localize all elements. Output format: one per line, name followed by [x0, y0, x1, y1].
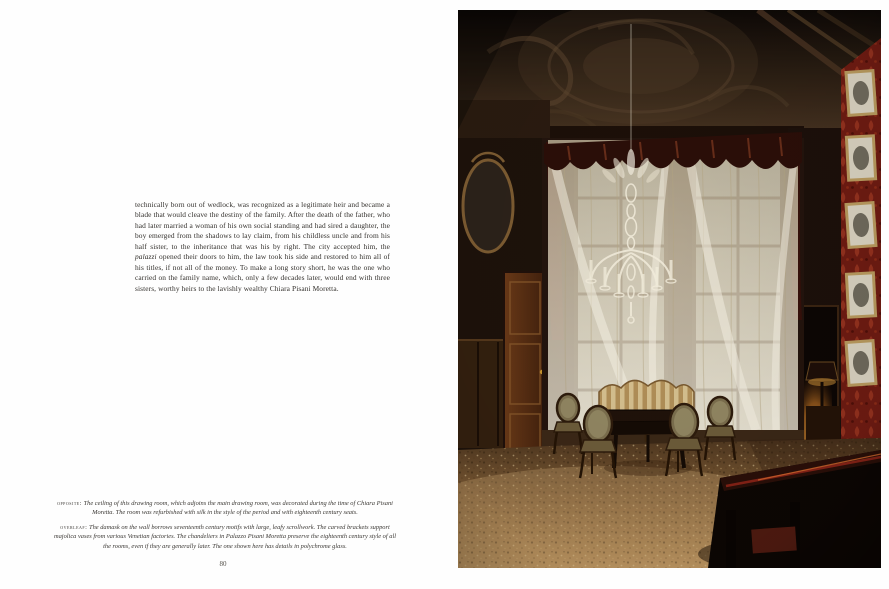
caption-overleaf-text: The damask on the wall borrows seventeenth century motifs with large, leafy scrollwork. The carved brackets support majolica vases from various Venetian factories. The chandeliers in Palazzo Pisani Moretta preserve the eighteenth century style of all the rooms, even if they are generally later. The one shown here has details in polychrome glass. [53, 523, 396, 550]
body-paragraph: technically born out of wedlock, was recognized as a legitimate heir and became a blade that would cleave the destiny of the family. After the death of the father, who had later married a woman of his own social standing and had sired a daughter, the boy emerged from the shadows to lay claim, from his childless uncle and from his half sister, to the inheritance that was his by right. The city accepted him, the palazzi opened their doors to him, the law took his side and restored to him all of his titles, if not all of the money. To make a long story short, he was the one who carried on the family name, which, only a few decades later, would end with three sisters, worthy heirs to the lavishly wealthy Chiara Pisani Moretta. [135, 200, 390, 293]
caption-overleaf [53, 523, 397, 551]
palazzo-photo-svg [458, 10, 881, 568]
caption-opposite [53, 499, 397, 518]
caption-opposite-text: The ceiling of this drawing room, which adjoins the main drawing room, was decorated during the time of Chiara Pisani Moretta. The room was refurbished with silk in the style of the period and with eighteenth century seats. [83, 500, 393, 517]
captions-block [53, 499, 397, 556]
palazzo-photo [458, 10, 881, 568]
vignette [458, 10, 881, 568]
caption-overleaf-label: overleaf: [60, 523, 88, 531]
caption-opposite-label: opposite: [57, 500, 83, 507]
page-number: 80 [219, 560, 227, 568]
